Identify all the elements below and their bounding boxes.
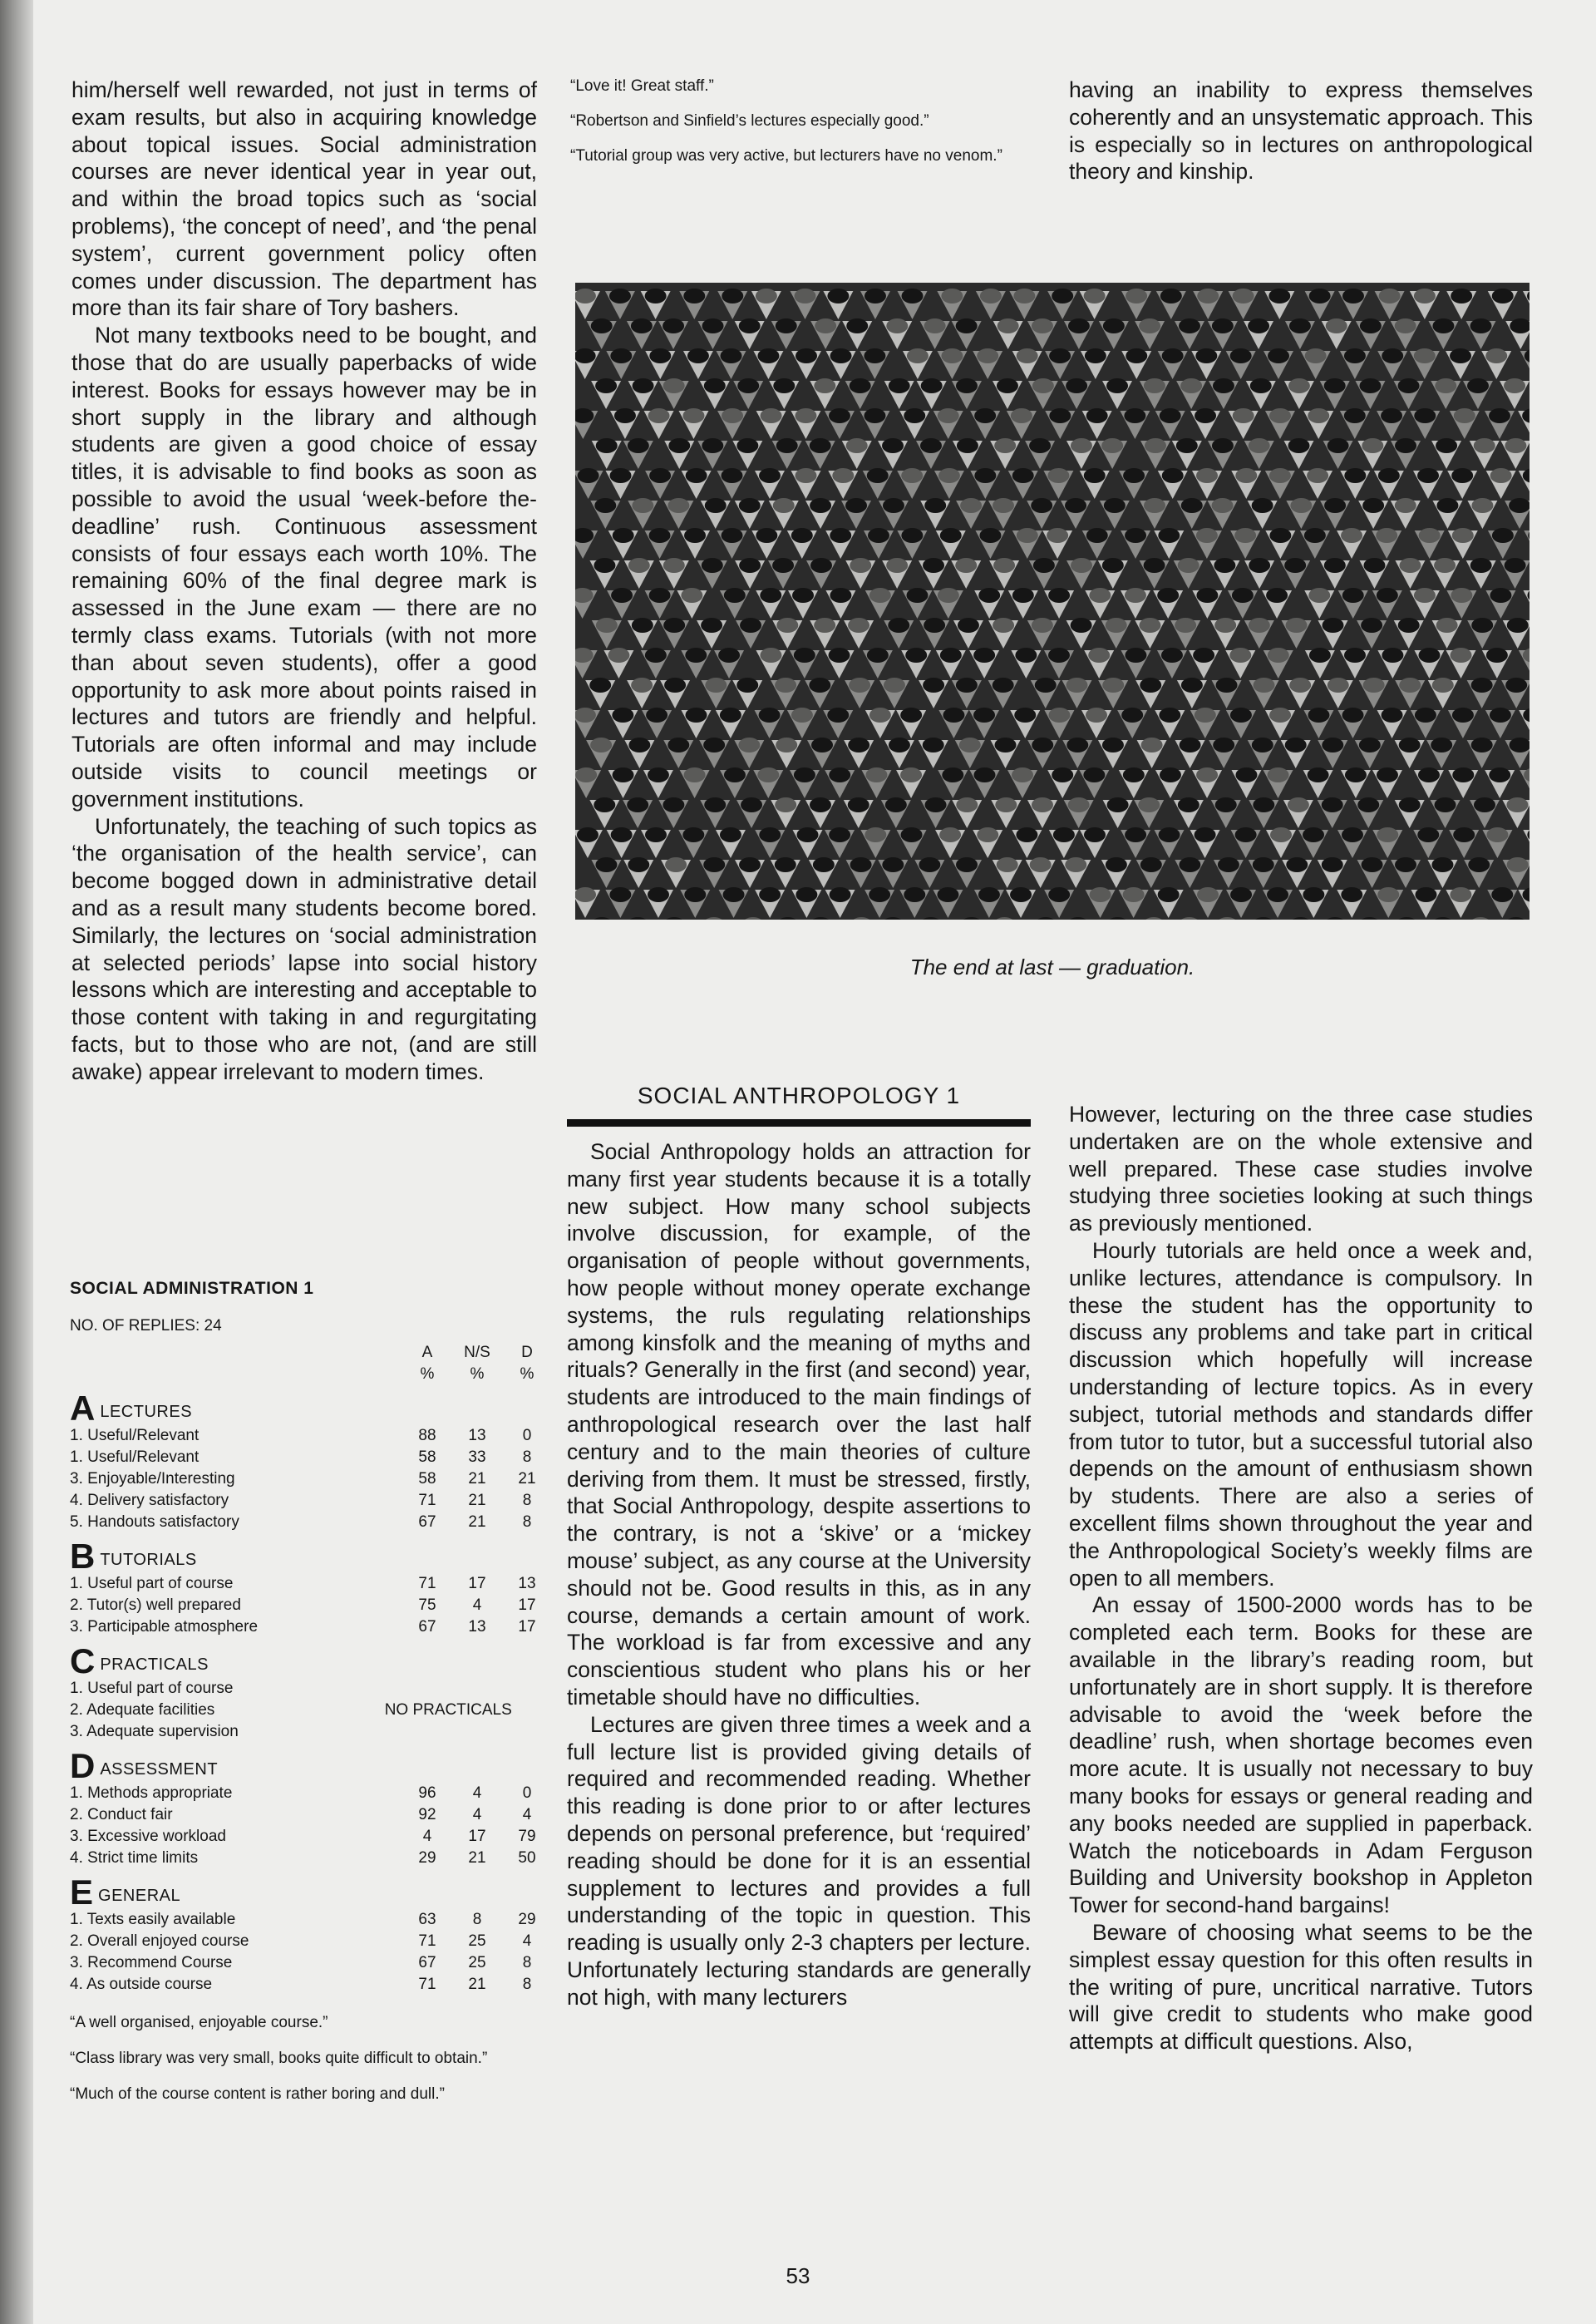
survey-value-ns: 13 — [468, 1618, 486, 1636]
survey-row — [70, 1512, 552, 1533]
student-quote: “Robertson and Sinfield’s lectures especially good.” — [570, 112, 929, 130]
survey-value-ns: 17 — [468, 1575, 486, 1592]
paragraph: having an inability to express themselves coherently and an unsystematic approach. This is especially so in lectures on anthropological theory and kinship. — [1069, 77, 1533, 185]
survey-value-d: 8 — [522, 1976, 532, 1993]
survey-value-a: 71 — [418, 1976, 436, 1993]
survey-row — [70, 1848, 552, 1869]
survey-row-label: 3. Enjoyable/Interesting — [70, 1470, 235, 1488]
survey-comment: “Much of the course content is rather boring and dull.” — [70, 2085, 445, 2103]
survey-row-label: 1. Useful/Relevant — [70, 1427, 200, 1444]
survey-value-d: 4 — [522, 1806, 532, 1823]
survey-row — [70, 1974, 552, 1996]
no-practicals-note: NO PRACTICALS — [384, 1701, 512, 1719]
survey-value-ns: 4 — [472, 1784, 482, 1802]
survey-value-d: 0 — [522, 1427, 532, 1444]
survey-value-d: 0 — [522, 1784, 532, 1802]
col-header-agree: A — [421, 1344, 433, 1361]
right-lower-column — [1069, 1101, 1533, 2055]
survey-value-a: 4 — [422, 1828, 432, 1845]
survey-value-ns: 21 — [468, 1513, 486, 1531]
col-header-disagree: D — [521, 1344, 533, 1361]
survey-section-heading — [70, 1873, 552, 1912]
survey-row — [70, 1616, 552, 1638]
pct-label: % — [520, 1365, 534, 1383]
paragraph: Lectures are given three times a week and a full lecture list is provided giving details of required and recommended reading. Whether this reading is done prior to or after lectures depends on personal preference, but ‘required’ reading should be done for it is an essential supplement to lectures and provides a full understanding of the topic in question. This reading is usually only 2-3 chapters per lecture. Unfortunately lecturing standards are generally not high, with many lecturers — [567, 1711, 1031, 2010]
survey-row-label: 4. Strict time limits — [70, 1849, 199, 1867]
photo-caption: The end at last — graduation. — [909, 955, 1195, 979]
survey-section-table — [70, 1783, 552, 1869]
survey-value-a: 71 — [418, 1932, 436, 1950]
paragraph: Not many textbooks need to be bought, and those that do are usually paperbacks of wide interest. Books for essays however may be in short supply in the library and although students are given a good choice of essay titles, it is advisable to find books as soon as possible to avoid the usual ‘week-before the-deadline’ rush. Continuous assessment consists of four essays each worth 10%. The remaining 60% of the final degree mark is assessed in the June exam — there are no termly class exams. Tutorials (with not more than about seven students), offer a good opportunity to ask more about points raised in lectures and tutors are friendly and helpful. Tutorials are often informal and may include outside visits to council meetings or government institutions. — [71, 323, 537, 812]
survey-value-ns: 25 — [468, 1932, 486, 1950]
page-binding-edge — [0, 0, 33, 2324]
paragraph: Hourly tutorials are held once a week and, unlike lectures, attendance is compulsory. In these the student has the opportunity to discuss any problems and take part in critical discussion which hopefully will increase understanding of lecture topics. As in every subject, tutorial methods and standards differ from tutor to tutor, but a successful tutorial also depends on the amount of enthusiasm shown by students. There are also a series of excellent films shown throughout the year and the Anthropological Society’s weekly films are open to all members. — [1069, 1237, 1533, 1591]
section-letter: D — [70, 1746, 96, 1785]
survey-box — [70, 1279, 552, 2104]
survey-row-label: 2. Conduct fair — [70, 1806, 173, 1823]
paragraph: An essay of 1500-2000 words has to be completed each term. Books for these are available in the library’s reading room, but unfortunately are in short supply. It is therefore advisable to avoid the ‘week before the deadline’ rush, when shortage becomes even more acute. It is usually not necessary to buy many books for essays or general reading and any books needed are supplied in paperback. Watch the noticeboards in Adam Ferguson Building and University bookshop in Appleton Tower for second-hand bargains! — [1069, 1592, 1533, 1918]
pct-label: % — [470, 1365, 485, 1383]
section-heading: SOCIAL ANTHROPOLOGY 1 — [567, 1083, 1031, 1127]
survey-value-d: 8 — [522, 1954, 532, 1971]
survey-row — [70, 1425, 552, 1447]
survey-row-label: 4. As outside course — [70, 1976, 213, 1993]
survey-value-a: 29 — [418, 1849, 436, 1867]
survey-value-d: 13 — [518, 1575, 536, 1592]
survey-value-a: 58 — [418, 1448, 436, 1466]
survey-row-label: 1. Useful part of course — [70, 1680, 234, 1697]
survey-row — [70, 1721, 552, 1743]
survey-row — [70, 1595, 552, 1616]
survey-row — [70, 1826, 552, 1848]
paragraph: him/herself well rewarded, not just in terms of exam results, but also in acquiring knowledge about topical issues. Social administration courses are never identical year in year out, and within the broad topics such as ‘social problems), ‘the concept of need’, and ‘the penal system’, current government policy often comes under discussion. The department has more than its fair share of Tory bashers. — [71, 77, 537, 321]
survey-value-ns: 13 — [468, 1427, 486, 1444]
survey-value-ns: 21 — [468, 1470, 486, 1488]
section-letter: A — [70, 1389, 96, 1428]
survey-row-label: 1. Texts easily available — [70, 1911, 236, 1928]
survey-value-ns: 25 — [468, 1954, 486, 1971]
survey-row-label: 3. Participable atmosphere — [70, 1618, 259, 1636]
survey-section-table — [70, 1573, 552, 1638]
survey-value-a: 75 — [418, 1596, 436, 1614]
survey-value-a: 71 — [418, 1492, 436, 1509]
survey-section-table — [70, 1909, 552, 1996]
section-label: GENERAL — [98, 1887, 181, 1905]
survey-value-d: 17 — [518, 1596, 536, 1614]
survey-row — [70, 1804, 552, 1826]
survey-section-heading — [70, 1389, 552, 1428]
survey-value-d: 79 — [518, 1828, 536, 1845]
survey-row-label: 3. Excessive workload — [70, 1828, 226, 1845]
survey-replies: NO. OF REPLIES: 24 — [70, 1317, 222, 1335]
survey-row — [70, 1490, 552, 1512]
survey-value-d: 8 — [522, 1492, 532, 1509]
survey-row — [70, 1783, 552, 1804]
section-label: PRACTICALS — [100, 1655, 209, 1674]
section-letter: E — [70, 1873, 94, 1912]
survey-section-table — [70, 1425, 552, 1533]
survey-value-a: 88 — [418, 1427, 436, 1444]
survey-row — [70, 1573, 552, 1595]
survey-section-heading — [70, 1746, 552, 1785]
survey-pct-row — [70, 1364, 552, 1385]
survey-value-a: 63 — [418, 1911, 436, 1928]
survey-value-a: 96 — [418, 1784, 436, 1802]
survey-row-label: 2. Overall enjoyed course — [70, 1932, 249, 1950]
pct-label: % — [420, 1365, 435, 1383]
survey-value-d: 4 — [522, 1932, 532, 1950]
survey-row — [70, 1468, 552, 1490]
survey-value-a: 92 — [418, 1806, 436, 1823]
graduation-crowd-image — [575, 283, 1530, 920]
survey-section-heading — [70, 1537, 552, 1576]
survey-value-a: 71 — [418, 1575, 436, 1592]
survey-value-ns: 33 — [468, 1448, 486, 1466]
survey-value-ns: 17 — [468, 1828, 486, 1845]
survey-value-d: 17 — [518, 1618, 536, 1636]
survey-value-a: 67 — [418, 1513, 436, 1531]
section-letter: B — [70, 1537, 96, 1576]
survey-value-d: 50 — [518, 1849, 536, 1867]
survey-row-label: 5. Handouts satisfactory — [70, 1513, 239, 1531]
survey-section-heading — [70, 1641, 552, 1680]
survey-comment: “Class library was very small, books quite difficult to obtain.” — [70, 2050, 488, 2067]
survey-row-label: 1. Methods appropriate — [70, 1784, 233, 1802]
right-top-text — [1069, 76, 1533, 185]
survey-value-d: 8 — [522, 1448, 532, 1466]
survey-row — [70, 1931, 552, 1952]
survey-value-d: 8 — [522, 1513, 532, 1531]
survey-row — [70, 1678, 552, 1700]
survey-value-ns: 8 — [472, 1911, 482, 1928]
survey-header-row — [70, 1342, 552, 1364]
social-anthropology-section — [567, 1083, 1031, 2011]
survey-table — [70, 1342, 552, 1385]
survey-value-a: 67 — [418, 1618, 436, 1636]
survey-row — [70, 1700, 552, 1721]
survey-value-d: 29 — [518, 1911, 536, 1928]
survey-value-ns: 21 — [468, 1492, 486, 1509]
page-number: 53 — [786, 2263, 810, 2288]
survey-comment: “A well organised, enjoyable course.” — [70, 2014, 328, 2031]
student-quote: “Love it! Great staff.” — [570, 77, 714, 95]
survey-value-ns: 4 — [472, 1596, 482, 1614]
survey-value-a: 67 — [418, 1954, 436, 1971]
survey-row — [70, 1952, 552, 1974]
left-column — [71, 76, 537, 1085]
paragraph: Beware of choosing what seems to be the simplest essay question for this often results in the writing of pure, uncritical narrative. Tutors will give credit to students who make good attempts at difficult questions. Also, — [1069, 1919, 1533, 2055]
section-label: LECTURES — [100, 1403, 193, 1421]
survey-title: SOCIAL ADMINISTRATION 1 — [70, 1279, 314, 1298]
survey-value-d: 21 — [518, 1470, 536, 1488]
survey-row — [70, 1447, 552, 1468]
survey-row-label: 3. Recommend Course — [70, 1954, 233, 1971]
survey-row-label: 4. Delivery satisfactory — [70, 1492, 229, 1509]
survey-row-label: 1. Useful/Relevant — [70, 1448, 200, 1466]
student-quote: “Tutorial group was very active, but lecturers have no venom.” — [570, 147, 1002, 165]
graduation-photo — [575, 283, 1530, 920]
survey-comments — [70, 2012, 552, 2104]
section-label: ASSESSMENT — [100, 1760, 219, 1779]
survey-row-label: 2. Adequate facilities — [70, 1701, 215, 1719]
survey-value-ns: 4 — [472, 1806, 482, 1823]
survey-row-label: 1. Useful part of course — [70, 1575, 234, 1592]
survey-row — [70, 1909, 552, 1931]
survey-value-ns: 21 — [468, 1849, 486, 1867]
paragraph: However, lecturing on the three case studies undertaken are on the whole extensive and well prepared. These case studies involve studying three societies looking at such things as previously mentioned. — [1069, 1102, 1533, 1236]
paragraph: Unfortunately, the teaching of such topics as ‘the organisation of the health service’, can become bogged down in administrative detail and as a result many students become bored. Similarly, the lectures on ‘social administration at selected periods’ lapse into social history lessons which are interesting and acceptable to those content with taking in and regurgitating facts, but to those who are not, (and are still awake) appear irrelevant to modern times. — [71, 813, 537, 1084]
survey-sections — [70, 1389, 552, 1996]
col-header-not-sure: N/S — [464, 1344, 490, 1361]
survey-value-a: 58 — [418, 1470, 436, 1488]
section-letter: C — [70, 1641, 96, 1680]
survey-row-label: 3. Adequate supervision — [70, 1723, 239, 1740]
survey-section-table — [70, 1678, 552, 1743]
mid-quotes — [570, 76, 1031, 181]
paragraph: Social Anthropology holds an attraction for many first year students because it is a totally new subject. How many school subjects involve discussion, for example, of the organisation of people without governments, how people without money operate exchange systems, the ruls regulating relationships among kinsfolk and the meaning of myths and rituals? Generally in the first (and second) year, students are introduced to the main findings of anthropological research over the last half century and to the main theories of culture deriving from them. It must be stressed, firstly, that Social Anthropology, despite assertions to the contrary, is not a ‘skive’ or a ‘mickey mouse’ subject, as any course at the University should not be. Good results in this, as in any course, demands a certain amount of work. The workload is far from excessive and any conscientious student who plans his or her timetable should have no difficulties. — [567, 1139, 1031, 1710]
section-label: TUTORIALS — [100, 1551, 197, 1569]
survey-row-label: 2. Tutor(s) well prepared — [70, 1596, 241, 1614]
survey-value-ns: 21 — [468, 1976, 486, 1993]
